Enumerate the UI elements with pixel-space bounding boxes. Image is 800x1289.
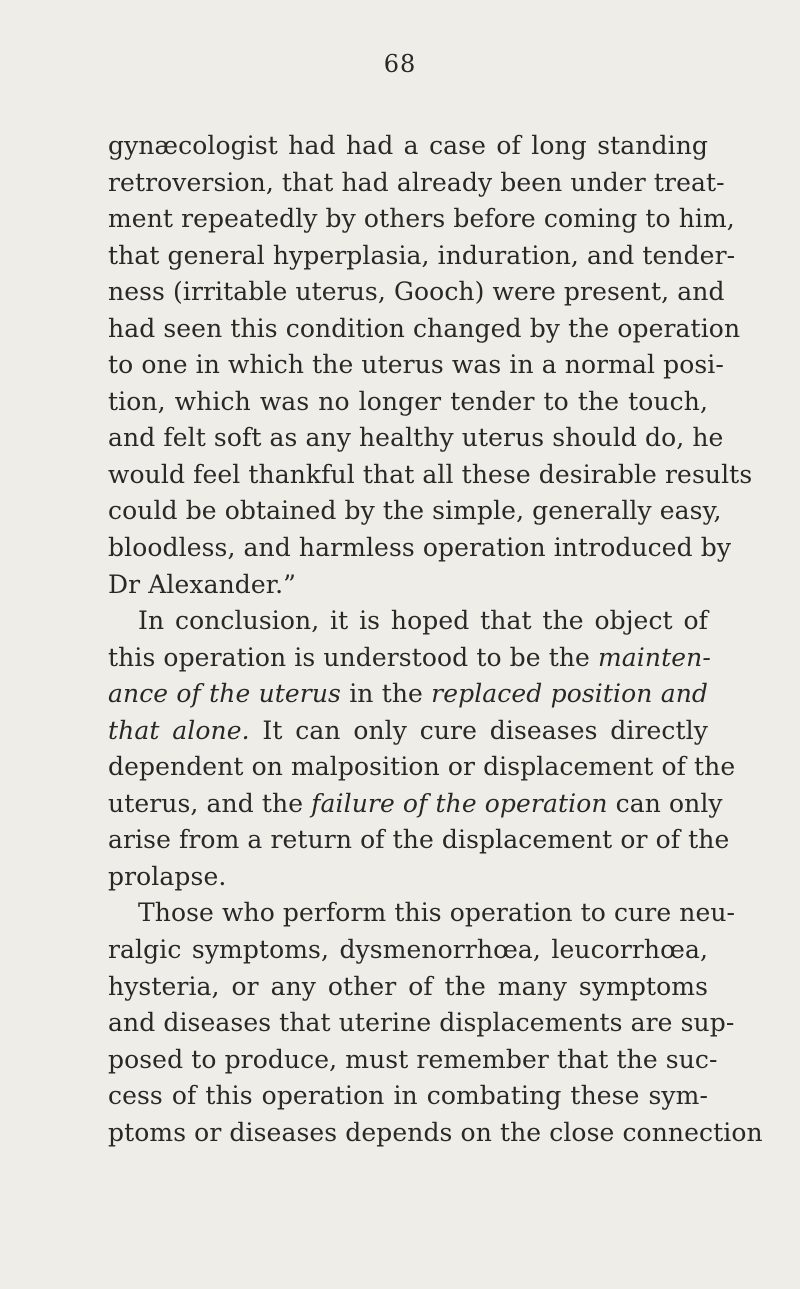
- text-segment: Those who perform this operation to cure neu-: [138, 898, 736, 928]
- italic-text: ance of the uterus: [108, 679, 341, 709]
- text-line: [108, 895, 736, 932]
- text-line: [108, 932, 708, 969]
- text-segment: ness (irritable uterus, Gooch) were present, and: [108, 277, 725, 307]
- text-segment: cess of this operation in combating these sym-: [108, 1081, 708, 1111]
- text-line: [108, 640, 711, 677]
- text-line: [108, 713, 708, 750]
- page-number: 68: [383, 50, 417, 78]
- text-segment: could be obtained by the simple, generally easy,: [108, 496, 722, 526]
- text-segment: posed to produce, must remember that the suc-: [108, 1044, 718, 1074]
- text-line: [108, 603, 708, 640]
- text-segment: ptoms or diseases depends on the close connection: [108, 1117, 763, 1147]
- text-segment: bloodless, and harmless operation introduced by: [108, 533, 732, 563]
- text-segment: would feel thankful that all these desirable results: [108, 459, 753, 489]
- text-line: [108, 530, 732, 567]
- text-segment: can only: [607, 788, 723, 818]
- text-segment: It can only cure diseases directly: [249, 715, 708, 745]
- text-line: [108, 238, 736, 275]
- text-line: [108, 457, 753, 494]
- text-segment: to one in which the uterus was in a normal posi-: [108, 350, 724, 380]
- text-line: [108, 420, 724, 457]
- text-line: [108, 1042, 718, 1079]
- text-segment: uterus, and the: [108, 788, 312, 818]
- text-segment: ment repeatedly by others before coming to him,: [108, 204, 735, 234]
- text-line: [108, 493, 722, 530]
- text-line: [108, 274, 725, 311]
- text-segment: gynæcologist had had a case of long standing: [108, 131, 708, 160]
- text-line: [108, 859, 708, 896]
- text-segment: hysteria, or any other of the many symptoms: [108, 971, 708, 1001]
- text-segment: this operation is understood to be the: [108, 642, 598, 672]
- text-segment: in the: [341, 679, 432, 709]
- text-segment: prolapse.: [108, 861, 227, 891]
- text-segment: tion, which was no longer tender to the touch,: [108, 386, 708, 416]
- text-line: [108, 1115, 763, 1152]
- text-segment: retroversion, that had already been under treat-: [108, 167, 725, 197]
- text-segment: and felt soft as any healthy uterus should do, he: [108, 423, 724, 453]
- text-line: [108, 1078, 708, 1115]
- body-text: [108, 128, 763, 1151]
- text-segment: In conclusion, it is hoped that the object of: [138, 606, 708, 636]
- italic-text: that alone.: [108, 715, 250, 745]
- italic-text: failure of the operation: [311, 788, 608, 818]
- text-line: [108, 969, 708, 1006]
- text-line: [108, 822, 730, 859]
- text-segment: Dr Alexander.”: [108, 569, 297, 599]
- text-line: [108, 347, 724, 384]
- text-line: [108, 1005, 735, 1042]
- text-segment: had seen this condition changed by the operation: [108, 313, 741, 343]
- text-line: [108, 749, 736, 786]
- text-line: [108, 567, 708, 604]
- text-line: [108, 128, 708, 165]
- text-segment: dependent on malposition or displacement of the: [108, 752, 736, 782]
- italic-text: replaced position and: [431, 679, 708, 709]
- text-segment: arise from a return of the displacement or of the: [108, 825, 730, 855]
- italic-text: mainten-: [598, 642, 711, 672]
- text-line: [108, 165, 725, 202]
- text-line: [108, 311, 741, 348]
- text-line: [108, 201, 735, 238]
- text-line: [108, 676, 708, 713]
- text-segment: and diseases that uterine displacements are sup-: [108, 1008, 735, 1038]
- text-line: [108, 786, 723, 823]
- text-line: [108, 384, 708, 421]
- text-segment: ralgic symptoms, dysmenorrhœa, leucorrhœa,: [108, 935, 708, 965]
- text-segment: that general hyperplasia, induration, and tender-: [108, 240, 736, 270]
